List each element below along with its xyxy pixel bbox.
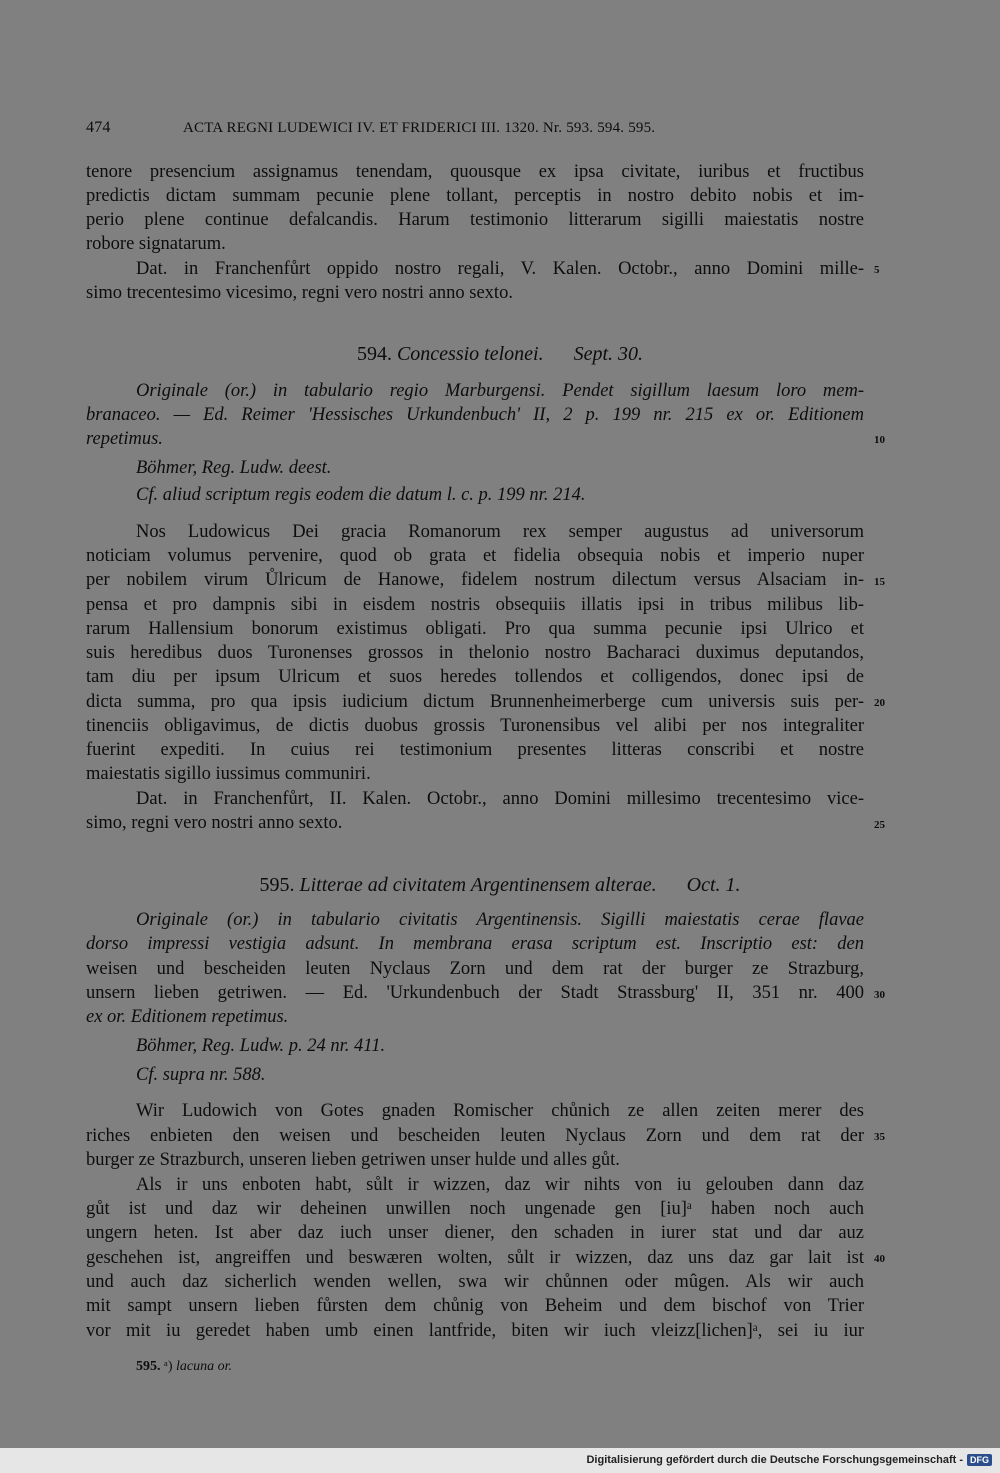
text-line: riches enbieten den weisen und bescheiden leuten Nyclaus Zorn und dem rat der	[86, 1126, 864, 1146]
text-line: noticiam volumus pervenire, quod ob grata et fidelia obsequia nobis et imperio nuper	[86, 546, 864, 566]
line-number: 20	[874, 697, 885, 709]
document-date: Sept. 30.	[573, 343, 644, 365]
text-line: geschehen ist, angreiffen und beswæren wolten, sůlt ir wizzen, daz uns daz gar lait ist	[86, 1248, 864, 1268]
regest-line: Böhmer, Reg. Ludw. deest.	[136, 458, 332, 478]
text-line: perio plene continue defalcandis. Harum testimonio litterarum sigilli maiestatis nostre	[86, 210, 864, 230]
source-line: branaceo. — Ed. Reimer 'Hessisches Urkundenbuch' II, 2 p. 199 nr. 215 ex or. Editionem	[86, 405, 864, 425]
source-line: dorso impressi vestigia adsunt. In membrana erasa scriptum est. Inscriptio est: den	[86, 934, 864, 954]
text-line: tinenciis obligavimus, de dictis duobus grossis Turonensibus vel alibi per nos integraliter	[86, 716, 864, 736]
text-line: Dat. in Franchenfůrt oppido nostro regali, V. Kalen. Octobr., anno Domini mille-	[136, 259, 864, 279]
document-heading-594	[0, 343, 1000, 366]
text-line: ungern heten. Ist aber daz iuch unser diener, den schaden in iurer stat und dar auz	[86, 1223, 864, 1243]
dfg-logo: DFG	[967, 1454, 992, 1466]
footer-text: Digitalisierung gefördert durch die Deutsche Forschungsgemeinschaft -	[586, 1454, 963, 1466]
source-line: Originale (or.) in tabulario civitatis Argentinensis. Sigilli maiestatis cerae flavae	[136, 910, 864, 930]
text-line: rarum Hallensium bonorum existimus obligati. Pro qua summa pecunie ipsi Ulrico et	[86, 619, 864, 639]
source-line: unsern lieben getriwen. — Ed. 'Urkundenbuch der Stadt Strassburg' II, 351 nr. 400	[86, 983, 864, 1003]
source-line: repetimus.	[86, 429, 163, 449]
text-line: burger ze Strazburch, unseren lieben getriwen unser hulde und alles gůt.	[86, 1150, 620, 1170]
line-number: 10	[874, 434, 885, 446]
line-number: 15	[874, 576, 885, 588]
text-line: Als ir uns enboten habt, sůlt ir wizzen, daz wir nihts von iu gelouben dann daz	[136, 1175, 864, 1195]
text-line: vor mit iu geredet haben umb einen lantfride, biten wir iuch vleizz[lichen]ᵃ, sei iu iur	[86, 1321, 864, 1341]
line-number: 25	[874, 819, 885, 831]
text-line: predictis dictam summam pecunie plene tollant, perceptis in nostro debito nobis et im-	[86, 186, 864, 206]
line-number: 30	[874, 989, 885, 1001]
source-line: weisen und bescheiden leuten Nyclaus Zorn und dem rat der burger ze Strazburg,	[86, 959, 864, 979]
text-line: simo trecentesimo vicesimo, regni vero nostri anno sexto.	[86, 283, 513, 303]
footnote-text: lacuna or.	[176, 1359, 232, 1374]
text-line: und auch daz sicherlich wenden wellen, swa wir chůnnen oder mûgen. Als wir auch	[86, 1272, 864, 1292]
text-line: gůt ist und daz wir deheinen unwillen noch ungenade gen [iu]ᵃ haben noch auch	[86, 1199, 864, 1219]
text-line: dicta summa, pro qua ipsis iudicium dictum Brunnenheimerberge cum universis suis per-	[86, 692, 864, 712]
running-title: ACTA REGNI LUDEWICI IV. ET FRIDERICI III. 1320. Nr. 593. 594. 595.	[183, 120, 656, 136]
document-number: 595.	[259, 874, 295, 896]
line-number: 35	[874, 1131, 885, 1143]
text-line: suis heredibus duos Turonenses grossos in thelonio nostro Bacharaci duximus deputandos,	[86, 643, 864, 663]
text-line: simo, regni vero nostri anno sexto.	[86, 813, 343, 833]
funding-footer	[586, 1454, 992, 1466]
text-line: pensa et pro dampnis sibi in eisdem nostris obsequiis illatis ipsi in tribus milibus lib-	[86, 595, 864, 615]
footnote-mark: ᵃ)	[164, 1359, 173, 1374]
text-line: Dat. in Franchenfůrt, II. Kalen. Octobr., anno Domini millesimo trecentesimo vice-	[136, 789, 864, 809]
text-line: fuerint expediti. In cuius rei testimonium presentes litteras conscribi et nostre	[86, 740, 864, 760]
text-line: maiestatis sigillo iussimus communiri.	[86, 764, 371, 784]
document-number: 594.	[356, 343, 392, 365]
document-title: Litterae ad civitatem Argentinensem alterae.	[299, 874, 657, 896]
text-line: tam diu per ipsum Ulricum et suos heredes tollendos et colligendos, donec ipsi de	[86, 667, 864, 687]
line-number: 40	[874, 1253, 885, 1265]
text-line: Wir Ludowich von Gotes gnaden Romischer chůnich ze allen zeiten merer des	[136, 1101, 864, 1121]
text-line: mit sampt unsern lieben fůrsten dem chůnig von Beheim und dem bischof von Trier	[86, 1296, 864, 1316]
footnote-ref: 595.	[136, 1359, 161, 1374]
text-line: per nobilem virum Ůlricum de Hanowe, fidelem nostrum dilectum versus Alsaciam in-	[86, 570, 864, 590]
source-line: Originale (or.) in tabulario regio Marburgensi. Pendet sigillum laesum loro mem-	[136, 381, 864, 401]
cf-line: Cf. supra nr. 588.	[136, 1065, 266, 1085]
line-number: 5	[874, 264, 880, 276]
text-line: Nos Ludowicus Dei gracia Romanorum rex semper augustus ad universorum	[136, 522, 864, 542]
text-line: robore signatarum.	[86, 234, 226, 254]
source-line: ex or. Editionem repetimus.	[86, 1007, 289, 1027]
cf-line: Cf. aliud scriptum regis eodem die datum l. c. p. 199 nr. 214.	[136, 485, 586, 505]
page-number: 474	[86, 119, 111, 136]
document-title: Concessio telonei.	[396, 343, 544, 365]
running-head	[86, 119, 866, 137]
regest-line: Böhmer, Reg. Ludw. p. 24 nr. 411.	[136, 1036, 386, 1056]
text-line: tenore presencium assignamus tenendam, quousque ex ipsa civitate, iuribus et fructibus	[86, 162, 864, 182]
footnote	[136, 1359, 232, 1375]
document-heading-595	[0, 874, 1000, 897]
document-date: Oct. 1.	[686, 874, 741, 896]
